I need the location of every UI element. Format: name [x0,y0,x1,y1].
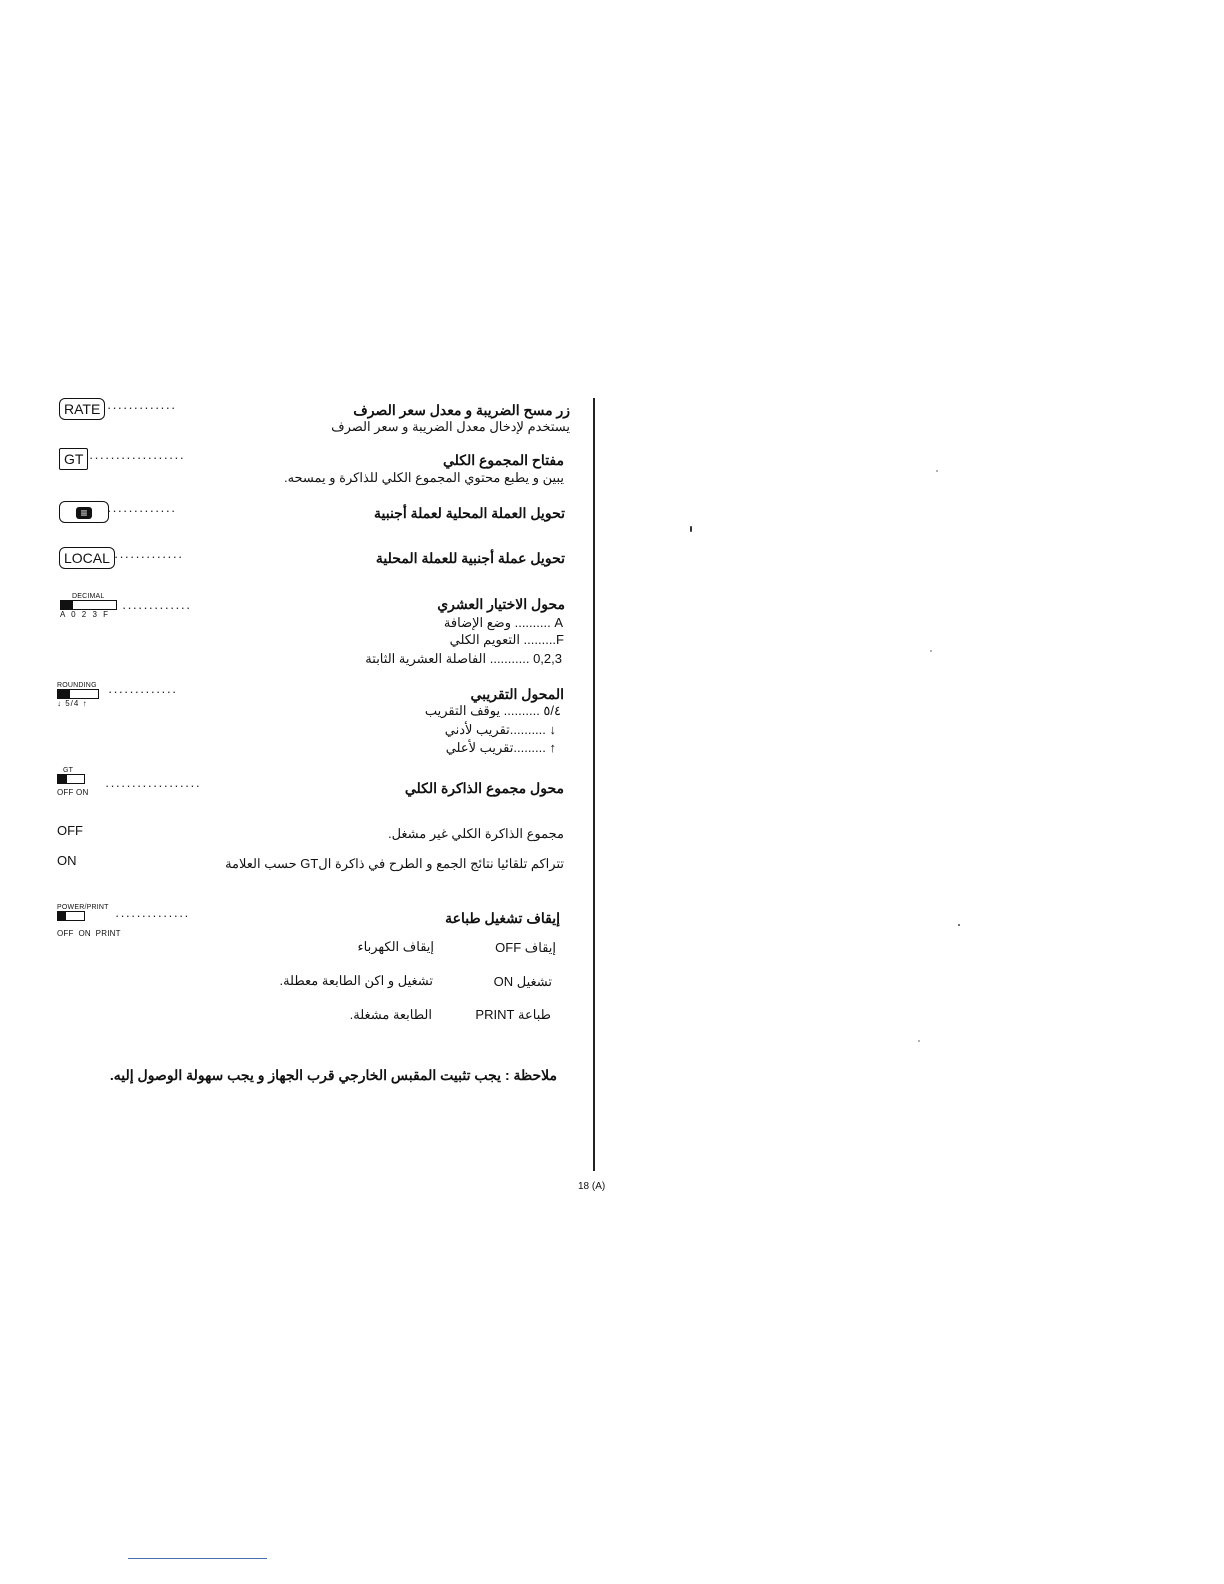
leader-dots: ·············· [115,908,190,923]
gt-key-label: GT [64,451,84,467]
gt-description: يبين و يطبع محتوي المجموع الكلي للذاكرة و يمسحه. [283,470,564,485]
rate-title: زر مسح الضريبة و معدل سعر الصرف [353,402,570,418]
rounding-line-up: ↑ .........تقريب لأعلي [445,740,556,755]
leader-dots: ·················· [89,450,185,465]
local-key-label: LOCAL [64,550,110,566]
decimal-switch-positions: A 0 2 3 F [60,610,111,619]
leader-dots: ············· [108,684,178,699]
gt-key [59,448,88,470]
power-off-key: إيقاف OFF [495,940,556,955]
power-off-description: إيقاف الكهرباء [357,939,434,954]
gt-off-description: مجموع الذاكرة الكلي غير مشغل. [387,826,564,841]
gt-on-description: تتراكم تلقائيا نتائج الجمع و الطرح في ذاكرة الGT حسب العلامة [225,856,564,871]
gt-on-label: ON [57,853,77,868]
decimal-line-fixed: 0,2,3 ........... الفاصلة العشرية الثابتة [365,651,562,666]
rounding-switch-positions: ↓ 5/4 ↑ [57,699,88,708]
power-print-description: الطابعة مشغلة. [349,1007,432,1022]
local-key [59,547,115,569]
scan-speck [690,526,692,532]
currency-icon: ≡ [76,507,91,519]
rounding-line-down: ↓ ..........تقريب لأدني [444,722,556,737]
power-on-description: تشغيل و اكن الطابعة معطلة. [279,973,433,988]
power-print-key: طباعة PRINT [475,1007,551,1022]
foreign-conversion-title: تحويل العملة المحلية لعملة أجنبية [374,505,565,521]
power-on-key: تشغيل ON [493,974,552,989]
rate-description: يستخدم لإدخال معدل الضريبة و سعر الصرف [331,419,570,434]
power-switch-positions: OFF ON PRINT [57,929,121,938]
column-divider [593,398,595,1171]
leader-dots: ············· [107,503,177,518]
gt-switch-positions: OFF ON [57,788,89,797]
local-conversion-title: تحويل عملة أجنبية للعملة المحلية [375,550,565,566]
leader-dots: ·················· [105,778,201,793]
scan-speck [930,650,932,652]
gt-switch-label: GT [63,767,74,774]
scan-speck [918,1040,920,1042]
gt-off-label: OFF [57,823,83,838]
power-title: إيقاف تشغيل طباعة [445,910,560,926]
rate-key [59,398,105,420]
rounding-line-54: ٥/٤ .......... يوقف التقريب [424,703,561,718]
power-switch-label: POWER/PRINT [57,904,109,911]
decimal-line-f: F......... التعويم الكلي [449,632,564,647]
decimal-switch [60,593,120,619]
rate-key-label: RATE [64,401,101,417]
rounding-switch-label: ROUNDING [57,682,97,689]
leader-dots: ············· [107,400,177,415]
gt-switch [57,767,97,797]
leader-dots: ············· [114,549,184,564]
scan-speck [936,470,938,472]
rounding-title: المحول التقريبي [470,686,564,702]
gt-title: مفتاح المجموع الكلي [442,452,564,468]
scan-speck [958,924,960,926]
page-number: 18 (A) [578,1181,606,1192]
decimal-switch-label: DECIMAL [72,593,105,600]
decimal-title: محول الاختيار العشري [437,596,565,612]
foreign-currency-key [59,501,109,523]
rounding-switch [57,682,107,708]
decimal-line-a: A .......... وضع الإضافة [443,615,563,630]
leader-dots: ············· [122,600,192,615]
note: ملاحظة : يجب تثبيت المقبس الخارجي قرب الجهاز و يجب سهولة الوصول إليه. [109,1067,557,1083]
gt-switch-title: محول مجموع الذاكرة الكلي [404,780,564,796]
bottom-rule [128,1558,267,1559]
